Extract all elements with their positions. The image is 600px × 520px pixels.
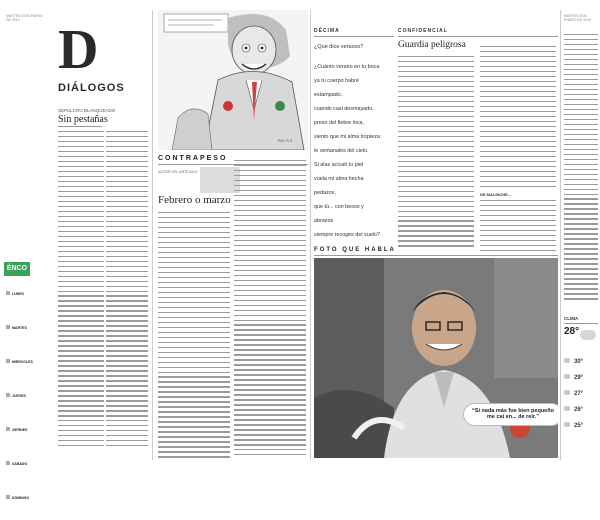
- poem-line: ¿Cuánto verano en tu boca: [314, 64, 380, 70]
- right-top-date: MARTES 8 DE ENERO DE 2019: [564, 14, 592, 22]
- weather-row: 25°: [564, 414, 600, 432]
- photo-rule: [314, 255, 558, 256]
- weather-rule: [564, 323, 598, 324]
- column-rule: [58, 126, 102, 127]
- contrapeso-label: CONTRAPESO: [158, 155, 228, 162]
- cloud-icon: [564, 422, 570, 427]
- photo-quote: “Si nada más fue bien pequeño me caí en... de reír.”: [472, 408, 554, 421]
- poem-kicker: DÉCIMA: [314, 28, 340, 34]
- sidebar-item: SÁBADO: [6, 452, 50, 470]
- weather-row: 30°: [564, 350, 600, 368]
- cloud-icon: [564, 406, 570, 411]
- masthead-letter: D: [58, 19, 99, 81]
- poem-title: ¿Qué dice veraces?: [314, 44, 364, 50]
- weather-row: 27°: [564, 382, 600, 400]
- poem-line: cuando casi desmayado,: [314, 106, 374, 112]
- weather-big-temp: 28°: [564, 326, 580, 337]
- poem-rule: [314, 36, 394, 37]
- left-body-text-2: [106, 131, 148, 450]
- poem-line: ya tu cuerpo habré: [314, 78, 359, 84]
- confidencial-subhead: DE MALINCHE...: [480, 192, 512, 197]
- sidebar-item: LUNES: [6, 282, 50, 300]
- cloud-icon: [564, 374, 570, 379]
- divider: [560, 10, 561, 460]
- contrapeso-headline: Febrero o marzo: [158, 194, 231, 206]
- poem-line: estampado,: [314, 92, 343, 98]
- sidebar-item: DOMINGO: [6, 486, 50, 504]
- poem-line: preso del fiebre loca,: [314, 120, 365, 126]
- weather-row: 29°: [564, 366, 600, 384]
- cartoon-illustration: [158, 10, 308, 150]
- divider: [152, 10, 153, 460]
- right-column-text: [564, 34, 598, 303]
- section-title: DIÁLOGOS: [58, 82, 125, 94]
- poem-body: [314, 60, 400, 242]
- photo-image: [314, 258, 558, 458]
- poem-line: abrazos: [314, 218, 334, 224]
- poem-line: Si alas acicatí tu piel: [314, 162, 364, 168]
- poem-line: le ventanales del cielo.: [314, 148, 369, 154]
- poem-line: que tú... con besos y: [314, 204, 364, 210]
- sidebar-item: VIERNES: [6, 418, 50, 436]
- poem-line: siento que mi alma tropieza: [314, 134, 380, 140]
- sidebar-item: MIÉRCOLES: [6, 350, 50, 368]
- weather-row: 26°: [564, 398, 600, 416]
- contrapeso-byline: AUTOR DEL ARTÍCULO: [158, 170, 198, 174]
- sidebar-item: JUEVES: [6, 384, 50, 402]
- cloud-icon: [564, 390, 570, 395]
- photo-scene: [314, 258, 558, 458]
- photo-label: FOTO QUE HABLA: [314, 247, 396, 253]
- photo-quote-bubble: [464, 404, 558, 425]
- divider: [310, 10, 311, 460]
- brand-logo-text: ÉNCO: [6, 265, 28, 272]
- confidencial-body-2: [480, 46, 556, 191]
- sidebar-list: [6, 282, 50, 520]
- weather-icon: [580, 330, 596, 340]
- top-date: MARTES 8 DE ENERO DE 2019: [6, 14, 43, 22]
- poem-line: siempre recoges del suelo?: [314, 232, 380, 238]
- confidencial-rule: [398, 36, 558, 37]
- cartoon-drawing: [158, 10, 308, 150]
- cartoon-signature: Perr A.A.: [278, 138, 294, 143]
- column-kicker: SEPULCRO BLANQUEADO: [58, 108, 116, 113]
- brand-logo: [4, 262, 30, 276]
- weather-label: CLIMA: [564, 316, 579, 321]
- confidencial-kicker: CONFIDENCIAL: [398, 28, 448, 34]
- column-headline: Sin pestañas: [58, 114, 108, 125]
- poem-line: pedazos,: [314, 190, 336, 196]
- poem-line: vuela mi alma hecha: [314, 176, 364, 182]
- confidencial-headline: Guardia peligrosa: [398, 40, 466, 50]
- left-body-text: [58, 131, 104, 450]
- contrapeso-body-1: [158, 212, 230, 461]
- confidencial-body-1: [398, 56, 474, 250]
- contrapeso-body-2: [234, 160, 306, 459]
- cloud-icon: [564, 358, 570, 363]
- sidebar-item: MARTES: [6, 316, 50, 334]
